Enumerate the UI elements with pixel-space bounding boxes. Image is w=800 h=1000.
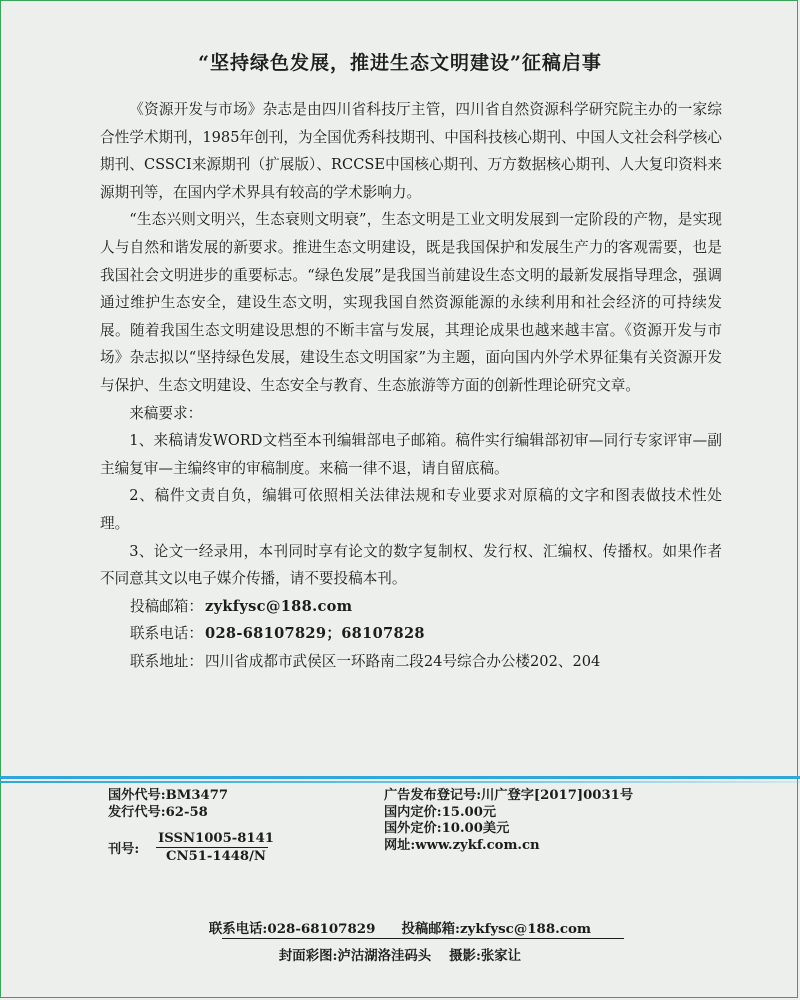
requirement-item: 2、稿件文责自负，编辑可依照相关法律法规和专业要求对原稿的文字和图表做技术性处理。 <box>100 487 722 532</box>
contact-email-line <box>100 593 722 621</box>
website[interactable]: 网址:www.zykf.com.cn <box>384 837 540 853</box>
phone-value: 028-68107829；68107828 <box>204 625 425 643</box>
issn-divider <box>156 847 268 848</box>
issn-values <box>156 831 276 864</box>
footer-rule <box>222 938 624 939</box>
cn-number: CN51-1448/N <box>166 849 266 864</box>
theme-paragraph: “生态兴则文明兴，生态衰则文明衰”，生态文明是工业文明发展到一定阶段的产物，是实现人与自然和谐发展的新要求。推进生态文明建设，既是我国保护和发展生产力的客观需要，也是我国社会文明进步的重要标志。“绿色发展”是我国当前建设生态文明的最新发展指导理念，强调通过维护生态安全，建设生态文明，实现我国自然资源能源的永续利用和社会经济的可持续发展。随着我国生态文明建设思想的不断丰富与发展，其理论成果也越来越丰富。《资源开发与市场》杂志拟以“坚持绿色发展，建设生态文明国家”为主题，面向国内外学术界征集有关资源开发与保护、生态文明建设、生态安全与教育、生态旅游等方面的创新性理论研究文章。 <box>100 211 722 394</box>
publication-details <box>384 788 704 854</box>
email-value[interactable]: zykfysc@188.com <box>204 597 353 615</box>
foreign-code: 国外代号:BM3477 <box>108 788 229 803</box>
requirement-item: 3、论文一经录用，本刊同时享有论文的数字复制权、发行权、汇编权、传播权。如果作者不同意其文以电子媒介传播，请不要投稿本刊。 <box>100 542 722 588</box>
issn-number: ISSN1005-8141 <box>158 831 274 846</box>
requirement-item: 1、来稿请发WORD文档至本刊编辑部电子邮箱。稿件实行编辑部初审—同行专家评审—副主编复审—主编终审的审稿制度。来稿一律不退，请自留底稿。 <box>100 432 722 477</box>
contact-address-line <box>100 648 722 676</box>
photographer-credit: 摄影:张家让 <box>449 948 522 964</box>
email-label: 投稿邮箱： <box>130 597 203 615</box>
phone-label: 联系电话： <box>130 625 203 643</box>
intro-paragraph: 《资源开发与市场》杂志是由四川省科技厅主管，四川省自然资源科学研究院主办的一家综合性学术期刊，1985年创刊，为全国优秀科技期刊、中国科技核心期刊、中国人文社会科学核心期刊、CSSCI来源期刊（扩展版）、RCCSE中国核心期刊、万方数据核心期刊、人大复印资料来源期刊等，在国内学术界具有较高的学术影响力。 <box>100 101 722 201</box>
cover-photo-caption: 封面彩图:泸沽湖洛洼码头 <box>278 948 432 964</box>
footer-email[interactable]: 投稿邮箱:zykfysc@188.com <box>401 921 592 937</box>
notice-title: “坚持绿色发展，推进生态文明建设”征稿启事 <box>198 52 602 74</box>
foreign-price: 国外定价:10.00美元 <box>384 821 510 836</box>
divider-stripe <box>0 776 800 779</box>
address-value: 四川省成都市武侯区一环路南二段24号综合办公楼202、204 <box>204 652 601 670</box>
ad-license: 广告发布登记号:川广登字[2017]0031号 <box>384 788 634 803</box>
footer-phone: 联系电话:028-68107829 <box>208 921 376 937</box>
requirements-heading: 来稿要求： <box>129 404 203 422</box>
footer-contact <box>0 918 800 937</box>
domestic-price: 国内定价:15.00元 <box>384 804 497 820</box>
issn-label: 刊号: <box>108 842 140 857</box>
contact-phone-line <box>100 620 722 648</box>
address-label: 联系地址： <box>130 652 203 670</box>
notice-body <box>100 96 722 675</box>
publication-codes <box>108 788 368 821</box>
cover-credit <box>0 945 800 964</box>
distribution-code: 发行代号:62-58 <box>108 804 208 820</box>
divider-stripe-fade <box>0 781 800 783</box>
